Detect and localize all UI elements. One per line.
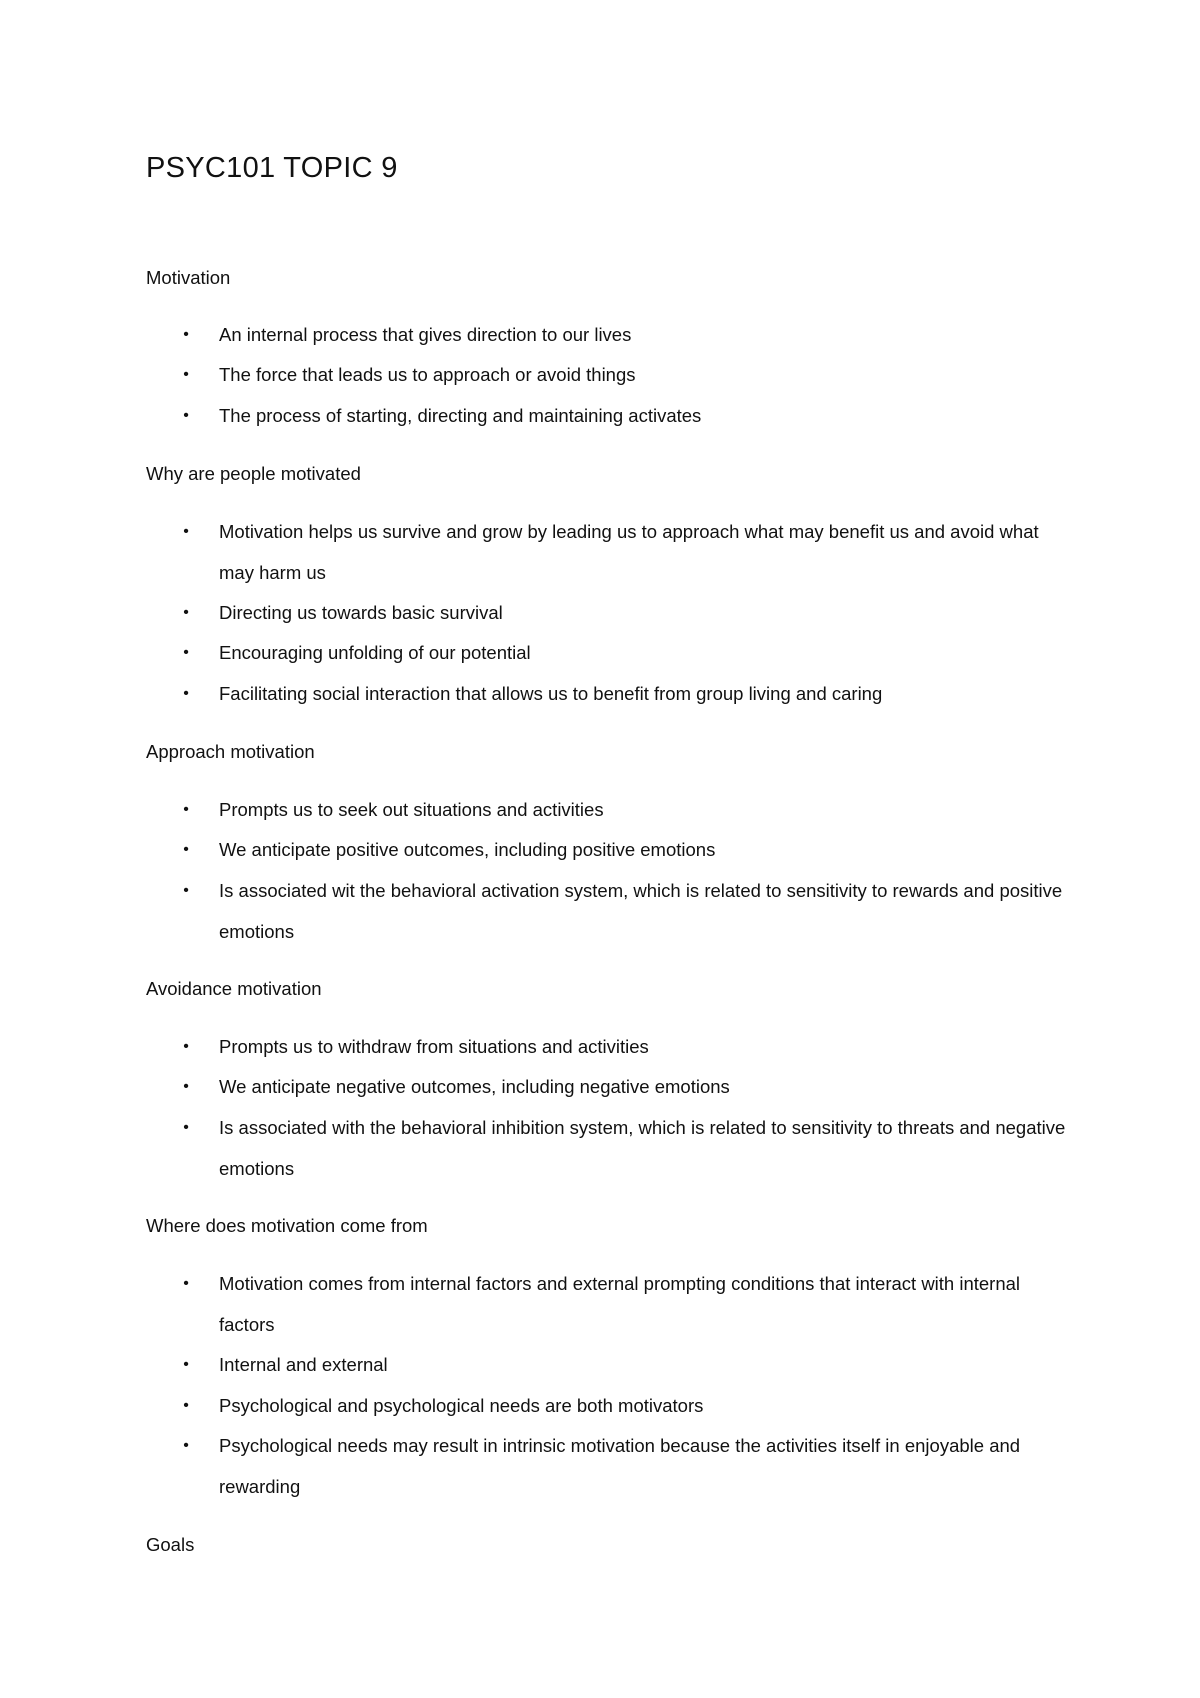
list-item <box>183 315 1069 356</box>
bullet-icon: • <box>183 1078 189 1095</box>
bullet-icon: • <box>183 523 189 540</box>
section-heading: Where does motivation come from <box>146 1215 428 1236</box>
list-item-text: Facilitating social interaction that allows us to benefit from group living and caring <box>219 683 883 704</box>
list-item-text: Encouraging unfolding of our potential <box>219 642 531 663</box>
list-item <box>183 593 1069 634</box>
list-item <box>183 396 1069 437</box>
list-item-text: The process of starting, directing and maintaining activates <box>219 405 702 426</box>
bullet-icon: • <box>183 1038 189 1055</box>
list-item-text: Is associated wit the behavioral activation system, which is related to sensitivity to rewards and positive emotions <box>219 880 1063 942</box>
document-title: PSYC101 TOPIC 9 <box>146 152 398 184</box>
list-item <box>183 1386 1069 1427</box>
list-item-text: Prompts us to withdraw from situations and activities <box>219 1036 649 1057</box>
bullet-icon: • <box>183 604 189 621</box>
list-item-text: An internal process that gives direction to our lives <box>219 324 632 345</box>
list-item <box>183 790 1069 831</box>
list-item-text: Is associated with the behavioral inhibition system, which is related to sensitivity to threats and negative emotions <box>219 1117 1066 1179</box>
bullet-icon: • <box>183 1437 189 1454</box>
bullet-icon: • <box>183 644 189 661</box>
section-heading: Approach motivation <box>146 741 315 762</box>
list-item <box>183 1027 1069 1068</box>
list-item-text: Psychological needs may result in intrinsic motivation because the activities itself in enjoyable and rewarding <box>219 1435 1021 1497</box>
list-item-text: Motivation helps us survive and grow by leading us to approach what may benefit us and avoid what may harm us <box>219 521 1039 583</box>
bullet-icon: • <box>183 1397 189 1414</box>
section-heading: Avoidance motivation <box>146 978 322 999</box>
list-item <box>183 1426 1069 1507</box>
section-heading: Goals <box>146 1534 195 1555</box>
list-item <box>183 1108 1069 1189</box>
section-heading: Motivation <box>146 267 231 288</box>
list-item-text: Motivation comes from internal factors and external prompting conditions that interact with internal factors <box>219 1273 1021 1335</box>
bullet-icon: • <box>183 407 189 424</box>
bullet-icon: • <box>183 1119 189 1136</box>
bullet-icon: • <box>183 882 189 899</box>
list-item-text: Prompts us to seek out situations and activities <box>219 799 604 820</box>
list-item-text: Internal and external <box>219 1354 388 1375</box>
bullet-icon: • <box>183 326 189 343</box>
list-item-text: Directing us towards basic survival <box>219 602 503 623</box>
list-item <box>183 871 1069 952</box>
list-item <box>183 512 1069 593</box>
bullet-icon: • <box>183 801 189 818</box>
list-item <box>183 674 1069 715</box>
list-item-text: We anticipate positive outcomes, including positive emotions <box>219 839 716 860</box>
list-item <box>183 1264 1069 1345</box>
list-item <box>183 633 1069 674</box>
bullet-icon: • <box>183 841 189 858</box>
list-item-text: The force that leads us to approach or avoid things <box>219 364 636 385</box>
section-heading: Why are people motivated <box>146 463 361 484</box>
bullet-icon: • <box>183 1356 189 1373</box>
bullet-icon: • <box>183 685 189 702</box>
list-item <box>183 1345 1069 1386</box>
list-item-text: Psychological and psychological needs are both motivators <box>219 1395 704 1416</box>
bullet-icon: • <box>183 1275 189 1292</box>
list-item-text: We anticipate negative outcomes, including negative emotions <box>219 1076 730 1097</box>
bullet-icon: • <box>183 366 189 383</box>
list-item <box>183 830 1069 871</box>
list-item <box>183 1067 1069 1108</box>
list-item <box>183 355 1069 396</box>
